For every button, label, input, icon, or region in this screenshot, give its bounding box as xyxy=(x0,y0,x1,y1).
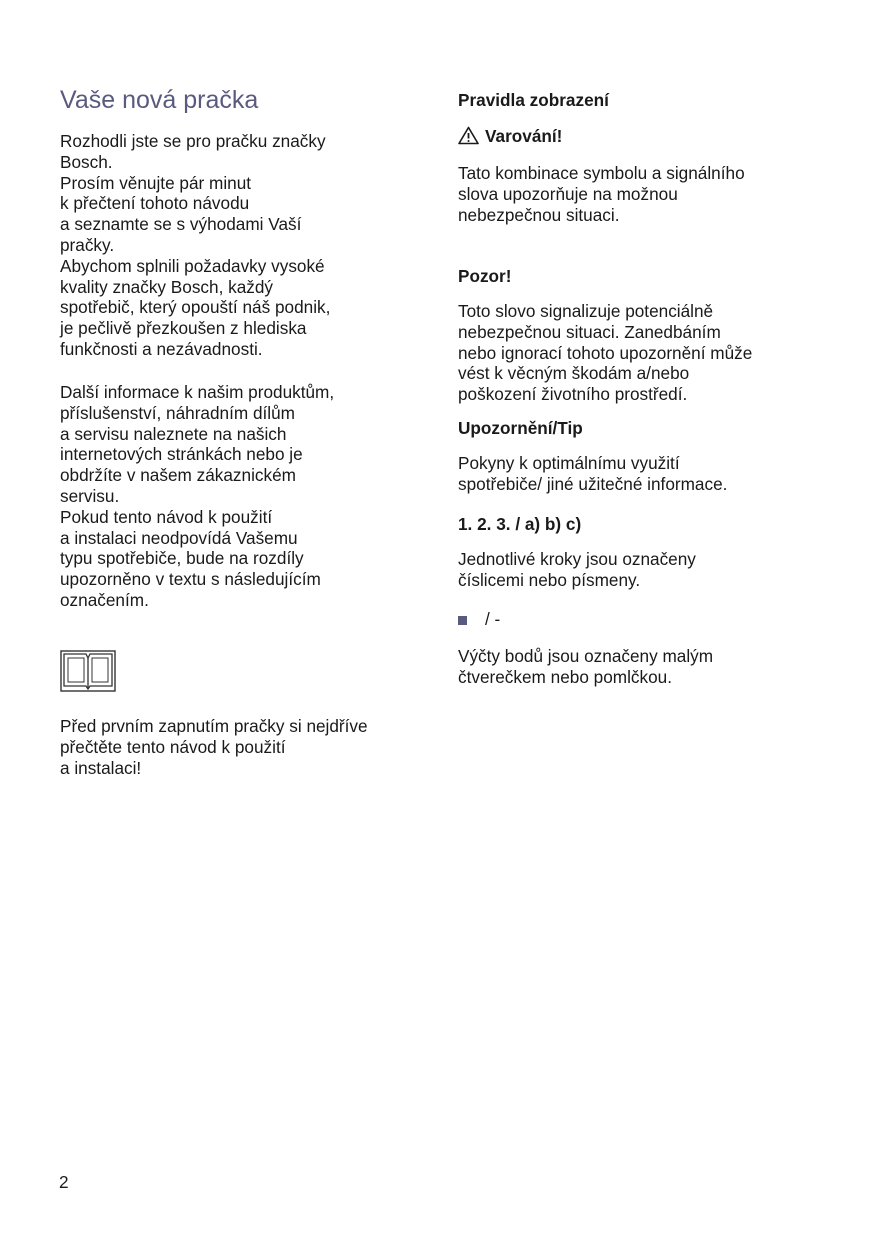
caution-title: Pozor! xyxy=(458,266,512,286)
steps-title: 1. 2. 3. / a) b) c) xyxy=(458,514,582,534)
warning-title: Varování! xyxy=(485,126,563,146)
steps-text: Jednotlivé kroky jsou označeny číslicemi nebo písmeny. xyxy=(458,549,696,590)
square-bullet-icon xyxy=(458,616,467,625)
bullet-symbol: / - xyxy=(485,609,501,629)
warning-triangle-icon xyxy=(458,126,479,145)
conventions-heading: Pravidla zobrazení xyxy=(458,90,609,110)
tip-text: Pokyny k optimálnímu využití spotřebiče/ jiné užitečné informace. xyxy=(458,453,728,494)
bullet-text: Výčty bodů jsou označeny malým čtverečkem nebo pomlčkou. xyxy=(458,646,714,687)
intro-paragraph: Rozhodli jste se pro pračku značky Bosch. Prosím věnujte pár minut k přečtení tohoto návodu a seznamte se s výhodami Vaší pračky. Abychom splnili požadavky vysoké kvality značky Bosch, každý spotřebič, který opouští náš podnik, je pečlivě přezkoušen z hlediska funkčnosti a nezávadnosti. xyxy=(60,131,331,359)
page-title: Vaše nová pračka xyxy=(60,86,259,114)
open-book-icon xyxy=(60,650,116,692)
bullet-example xyxy=(458,609,500,630)
page-number: 2 xyxy=(59,1172,69,1192)
caution-text: Toto slovo signalizuje potenciálně nebezpečnou situaci. Zanedbáním nebo ignorací tohoto upozornění může vést k věcným škodám a/nebo poškození životního prostředí. xyxy=(458,301,753,405)
warning-text: Tato kombinace symbolu a signálního slova upozorňuje na možnou nebezpečnou situaci. xyxy=(458,163,745,225)
tip-title: Upozornění/Tip xyxy=(458,418,583,438)
reminder-paragraph: Před prvním zapnutím pračky si nejdříve přečtěte tento návod k použití a instalaci! xyxy=(60,716,368,778)
info-paragraph: Další informace k našim produktům, příslušenství, náhradním dílům a servisu naleznete na našich internetových stránkách nebo je obdržíte v našem zákaznickém servisu. Pokud tento návod k použití a instalaci neodpovídá Vašemu typu spotřebiče, bude na rozdíly upozorněno v textu s následujícím označením. xyxy=(60,382,335,610)
warning-heading xyxy=(458,126,562,147)
